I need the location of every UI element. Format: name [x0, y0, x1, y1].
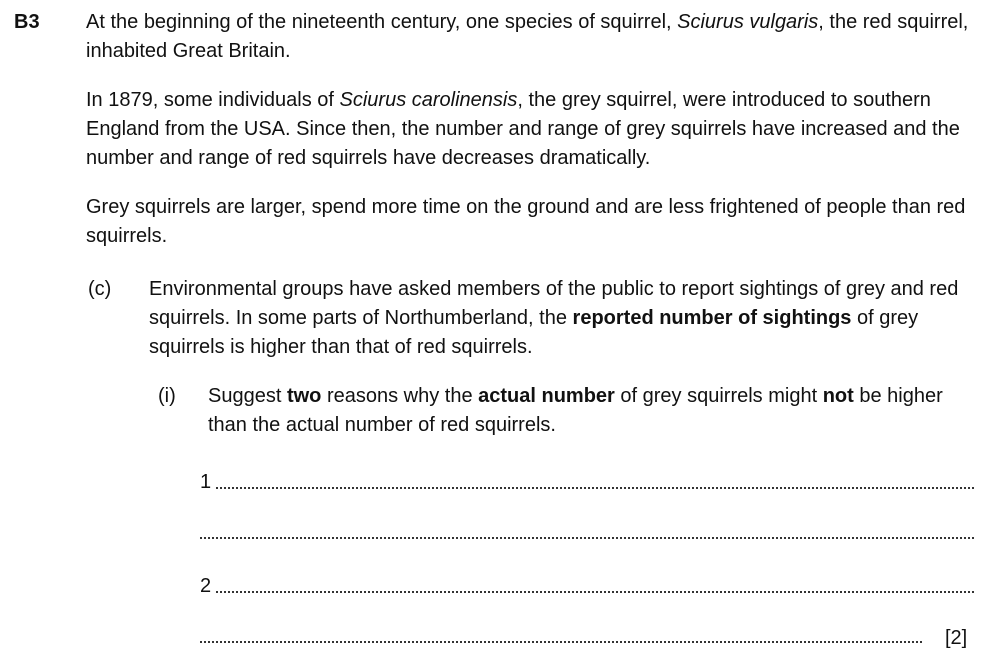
introduction-text-b: , the grey squirrel, were introduced to southern England from the USA. Since then, the number and range of grey squirrels have increased and the number and range of red squirrels have decreases dramatically.: [86, 89, 960, 169]
part-i-t1: Suggest: [208, 385, 287, 407]
comparison-paragraph: Grey squirrels are larger, spend more time on the ground and are less frightened of people than red squirrels.: [86, 196, 966, 247]
species-name-grey: Sciurus carolinensis: [339, 89, 518, 111]
part-c-text-b: of grey squirrels is higher than that of red squirrels.: [149, 307, 919, 358]
part-c-bold: reported number of sightings: [572, 307, 852, 329]
part-i-b2: actual number: [478, 385, 615, 407]
part-i-t2: reasons why the: [321, 385, 479, 407]
part-c-text: [149, 275, 979, 362]
answer-line-1-continued[interactable]: [200, 522, 974, 542]
marks-indicator: [2]: [945, 627, 968, 649]
intro-paragraph: [86, 8, 986, 66]
question-number: B3: [14, 11, 40, 33]
part-i-t4: be higher than the actual number of red squirrels.: [208, 385, 943, 436]
intro-text-a: At the beginning of the nineteenth century, one species of squirrel,: [86, 11, 678, 33]
part-i-label: (i): [158, 385, 176, 407]
part-c-label: (c): [88, 278, 112, 300]
introduction-text-a: In 1879, some individuals of: [86, 89, 340, 111]
part-i-t3: of grey squirrels might: [614, 385, 823, 407]
part-i-text: [208, 382, 978, 440]
dotted-line: [200, 537, 974, 539]
answer-line-1[interactable]: [200, 472, 974, 492]
intro-text-b: , the red squirrel, inhabited Great Britain.: [86, 11, 969, 62]
answer-number-2: 2: [200, 575, 212, 597]
answer-number-1: 1: [200, 471, 212, 493]
answer-line-2[interactable]: [200, 576, 974, 596]
answer-line-2-continued[interactable]: [200, 626, 922, 646]
part-i-b1: two: [286, 385, 322, 407]
part-c-text-a: Environmental groups have asked members of the public to report sightings of grey and red squirrels. In some parts of Northumberland, the: [149, 278, 959, 329]
dotted-line: [216, 487, 974, 489]
introduction-paragraph: [86, 86, 986, 173]
species-name-red: Sciurus vulgaris: [677, 11, 819, 33]
dotted-line: [200, 641, 922, 643]
part-i-b3: not: [822, 385, 854, 407]
dotted-line: [216, 591, 974, 593]
